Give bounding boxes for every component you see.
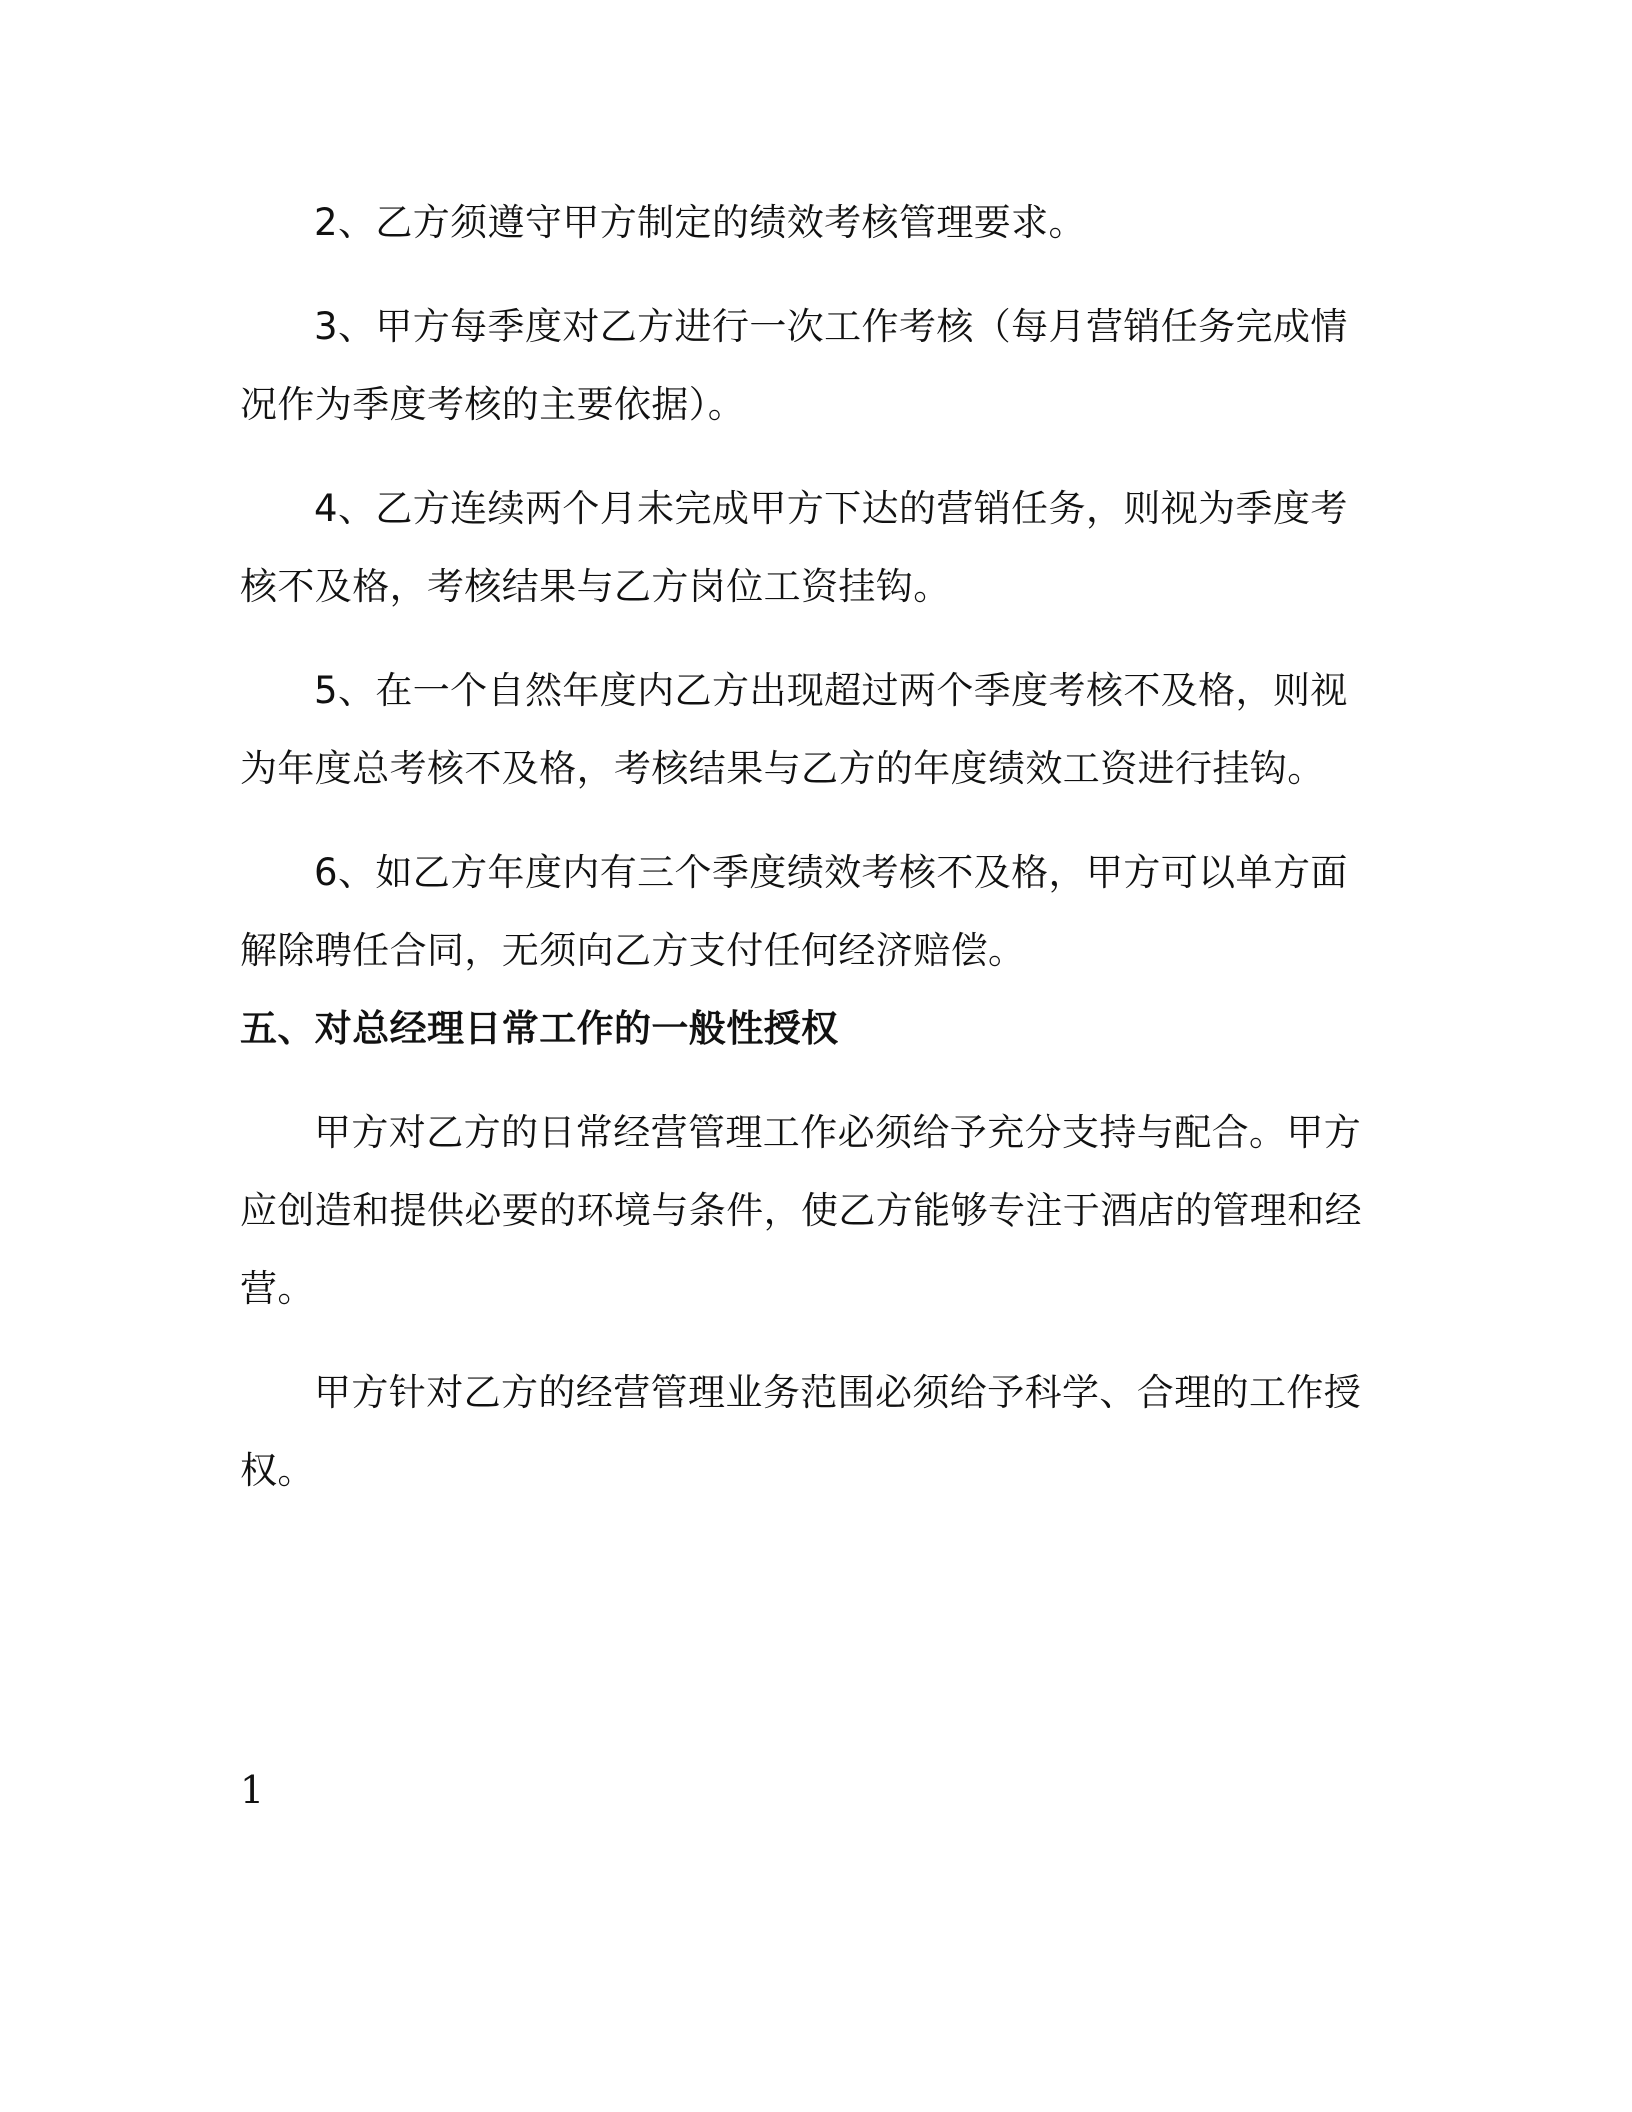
section-heading: 五、对总经理日常工作的一般性授权 (240, 1007, 839, 1050)
paragraph-item-2: 2、乙方须遵守甲方制定的绩效考核管理要求。 (314, 201, 1086, 244)
paragraph-item-6: 6、如乙方年度内有三个季度绩效考核不及格，甲方可以单方面解除聘任合同，无须向乙方支付任何经济赔偿。 (240, 851, 1348, 972)
paragraph-item-4: 4、乙方连续两个月未完成甲方下达的营销任务，则视为季度考核不及格，考核结果与乙方岗位工资挂钩。 (240, 487, 1348, 608)
paragraph-item-5: 5、在一个自然年度内乙方出现超过两个季度考核不及格，则视为年度总考核不及格，考核结果与乙方的年度绩效工资进行挂钩。 (240, 669, 1348, 790)
document-body (240, 184, 1380, 1510)
authorization-paragraph: 甲方针对乙方的经营管理业务范围必须给予科学、合理的工作授权。 (240, 1371, 1362, 1492)
support-paragraph: 甲方对乙方的日常经营管理工作必须给予充分支持与配合。甲方应创造和提供必要的环境与条件，使乙方能够专注于酒店的管理和经营。 (240, 1111, 1362, 1310)
page-number: 1 (240, 1768, 265, 1812)
paragraph-item-3: 3、甲方每季度对乙方进行一次工作考核（每月营销任务完成情况作为季度考核的主要依据）。 (240, 305, 1348, 426)
